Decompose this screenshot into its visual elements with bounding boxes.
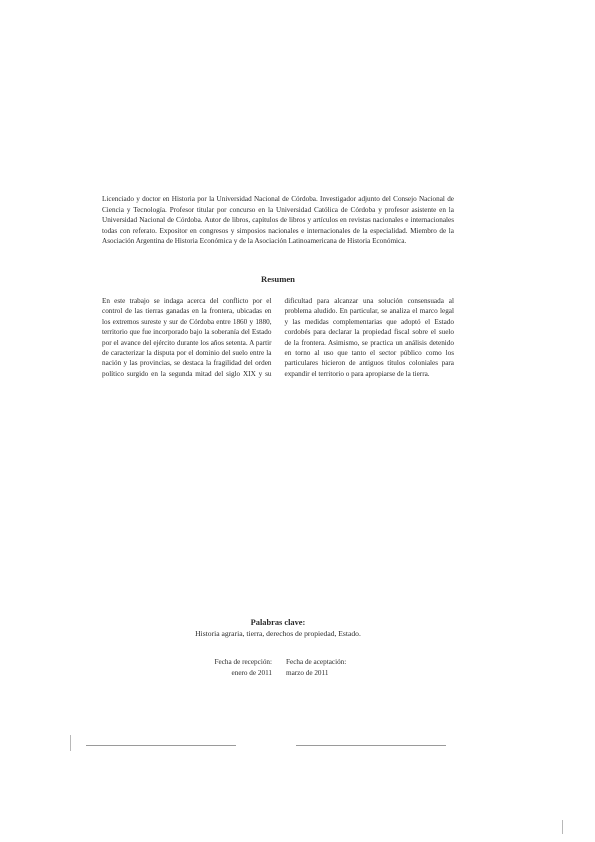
abstract-body: En este trabajo se indaga acerca del conflicto por el control de las tierras ganadas en la frontera, ubicadas en los extremos sureste y sur de Córdoba entre 1860 y 1880, territorio que fue incorporado bajo la soberanía del Estado por el avance del ejército durante los años setenta. A partir de caracterizar la disputa por el dominio del suelo entre la nación y las provincias, se destaca la fragilidad del orden político surgido en la segunda mitad del siglo XIX y su dificultad para alcanzar una solución consensuada al problema aludido. En particular, se analiza el marco legal y las medidas complementarias que adoptó el Estado cordobés para declarar la propiedad fiscal sobre el suelo de la frontera. Asimismo, se practica un análisis detenido en torno al uso que tanto el sector público como los particulares hicieron de antiguos títulos coloniales para expandir el territorio o para apropiarse de la tierra. xyxy=(102,297,454,378)
received-value: enero de 2011 xyxy=(231,668,272,677)
footer-rule-right xyxy=(296,745,446,746)
footer-rule-left xyxy=(86,745,236,746)
accepted-value: marzo de 2011 xyxy=(286,668,329,677)
received-label: Fecha de recepción: xyxy=(214,658,272,666)
received-date xyxy=(152,657,272,678)
keywords-block xyxy=(102,618,454,639)
keywords-text: Historia agraria, tierra, derechos de propiedad, Estado. xyxy=(195,628,361,638)
accepted-label: Fecha de aceptación: xyxy=(286,658,347,666)
scan-edge-mark-left xyxy=(70,735,71,751)
scan-edge-mark-right xyxy=(562,820,563,834)
keywords-title: Palabras clave: xyxy=(250,618,306,627)
accepted-date xyxy=(286,657,406,678)
author-bio: Licenciado y doctor en Historia por la Universidad Nacional de Córdoba. Investigador adjunto del Consejo Nacional de Ciencia y Tecnología. Profesor titular por concurso en la Universidad Católica de Córdoba y profesor asistente en la Universidad Nacional de Córdoba. Autor de libros, capítulos de libros y artículos en revistas nacionales e internacionales todas con referato. Expositor en congresos y simposios nacionales e internacionales de la especialidad. Miembro de la Asociación Argentina de Historia Económica y de la Asociación Latinoamericana de Historia Económica. xyxy=(102,195,454,245)
abstract-title: Resumen xyxy=(261,274,295,284)
